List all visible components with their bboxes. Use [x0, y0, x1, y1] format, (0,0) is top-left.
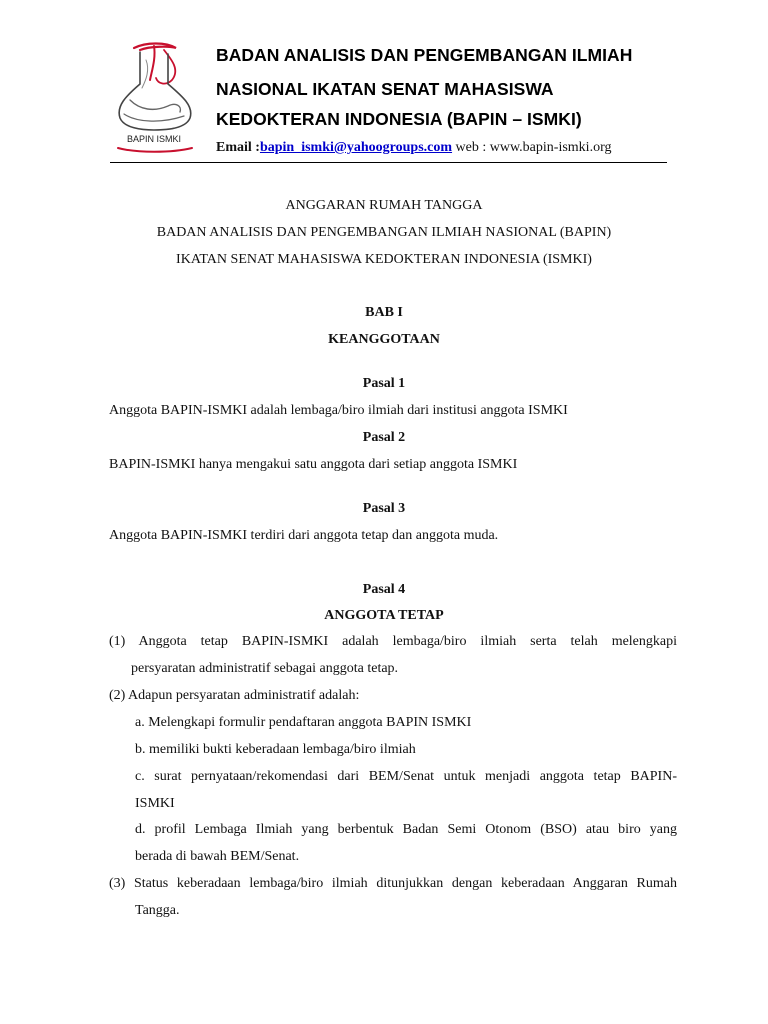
pasal-2-heading: Pasal 2 — [362, 430, 406, 445]
item-3-line-2: Tangga. — [135, 903, 180, 918]
pasal-1-heading: Pasal 1 — [362, 376, 406, 391]
item-2-sub-c-line-1: c. surat pernyataan/rekomendasi dari BEM/Senat untuk menjadi anggota tetap BAPIN- — [135, 769, 677, 784]
contact-line — [216, 140, 611, 156]
item-2-sub-c-line-2: ISMKI — [135, 796, 175, 811]
item-2-sub-d-line-2: berada di bawah BEM/Senat. — [135, 849, 300, 864]
doc-title: ANGGARAN RUMAH TANGGA — [285, 198, 483, 213]
item-2-sub-b: b. memiliki bukti keberadaan lembaga/biro ilmiah — [135, 742, 416, 757]
website-text: web : www.bapin-ismki.org — [452, 140, 612, 155]
svg-text:BAPIN ISMKI: BAPIN ISMKI — [126, 134, 182, 144]
doc-subtitle-2: IKATAN SENAT MAHASISWA KEDOKTERAN INDONESIA (ISMKI) — [176, 252, 592, 267]
pasal-4-heading: Pasal 4 — [362, 582, 406, 597]
item-2-sub-a: a. Melengkapi formulir pendaftaran anggota BAPIN ISMKI — [135, 715, 472, 730]
item-3-line-1: (3) Status keberadaan lembaga/biro ilmiah ditunjukkan dengan keberadaan Anggaran Rumah — [109, 876, 677, 891]
org-name-line-1: BADAN ANALISIS DAN PENGEMBANGAN ILMIAH — [216, 45, 633, 65]
chapter-number: BAB I — [365, 305, 403, 320]
item-2-sub-d-line-1: d. profil Lembaga Ilmiah yang berbentuk Badan Semi Otonom (BSO) atau biro yang — [135, 822, 677, 837]
pasal-4-subheading: ANGGOTA TETAP — [324, 608, 444, 623]
pasal-3-text: Anggota BAPIN-ISMKI terdiri dari anggota tetap dan anggota muda. — [109, 528, 499, 543]
header-divider — [110, 162, 667, 163]
chapter-name: KEANGGOTAAN — [328, 332, 440, 347]
org-name-line-2: NASIONAL IKATAN SENAT MAHASISWA — [216, 79, 554, 99]
org-name-line-3: KEDOKTERAN INDONESIA (BAPIN – ISMKI) — [216, 109, 582, 129]
pasal-2-text: BAPIN-ISMKI hanya mengakui satu anggota dari setiap anggota ISMKI — [109, 457, 518, 472]
doc-subtitle-1: BADAN ANALISIS DAN PENGEMBANGAN ILMIAH NASIONAL (BAPIN) — [156, 225, 612, 240]
item-2: (2) Adapun persyaratan administratif adalah: — [109, 688, 360, 703]
bapin-ismki-logo — [106, 40, 202, 156]
pasal-3-heading: Pasal 3 — [362, 501, 406, 516]
item-1-line-1: (1) Anggota tetap BAPIN-ISMKI adalah lembaga/biro ilmiah serta telah melengkapi — [109, 634, 677, 649]
item-1-line-2: persyaratan administratif sebagai anggota tetap. — [131, 661, 399, 676]
email-link[interactable]: bapin_ismki@yahoogroups.com — [259, 140, 453, 155]
pasal-1-text: Anggota BAPIN-ISMKI adalah lembaga/biro ilmiah dari institusi anggota ISMKI — [109, 403, 568, 418]
email-label: Email : — [216, 140, 260, 155]
